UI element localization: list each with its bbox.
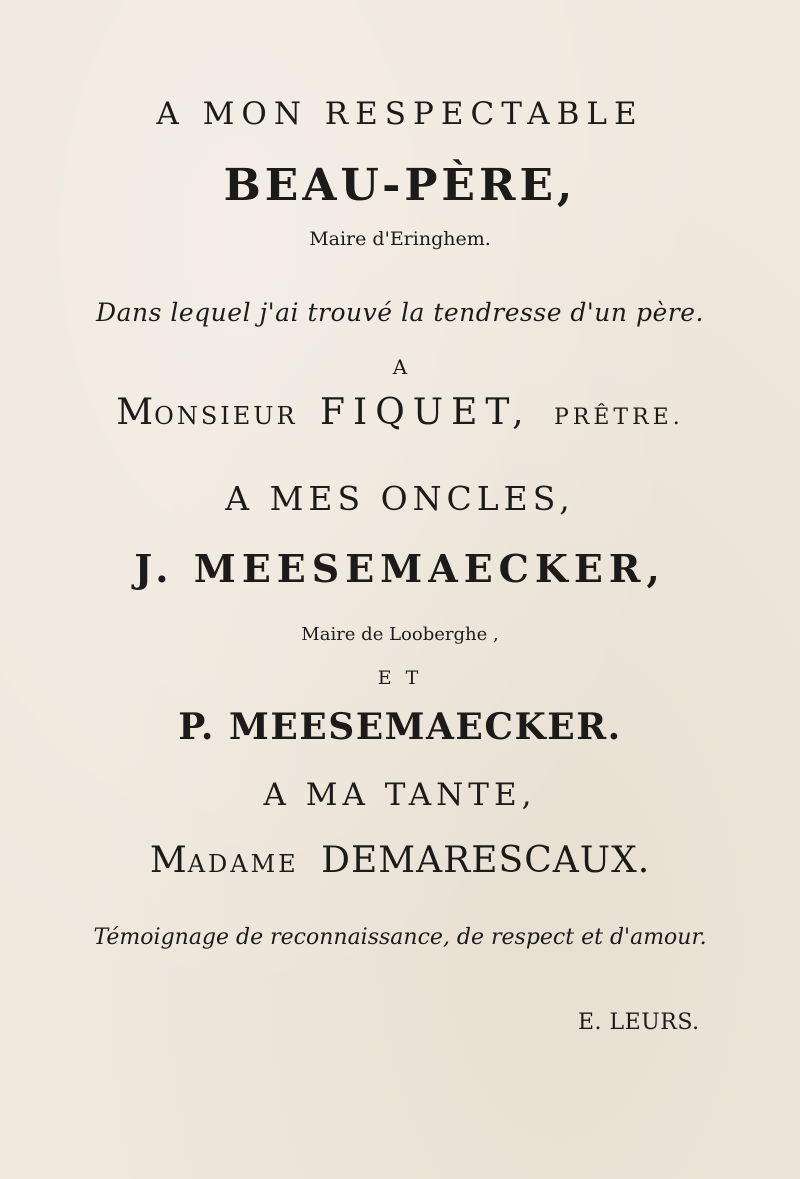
demarescaux-name: DEMARESCAUX. bbox=[321, 840, 651, 881]
dedication-heading-respectable: A MON RESPECTABLE bbox=[156, 96, 644, 132]
dedication-a-ma-tante: A MA TANTE, bbox=[263, 777, 537, 813]
dedication-j-meesemaecker: J. MEESEMAECKER, bbox=[134, 546, 666, 591]
dedication-maire-eringhem: Maire d'Eringhem. bbox=[309, 228, 491, 250]
dedication-temoignage: Témoignage de reconnaissance, de respect et d'amour. bbox=[93, 925, 707, 950]
madame-rest: ADAME bbox=[187, 850, 299, 878]
madame-initial: M bbox=[149, 840, 188, 881]
dedication-maire-looberghe: Maire de Looberghe , bbox=[301, 624, 499, 645]
dedication-madame-demarescaux bbox=[0, 840, 800, 881]
dedication-a-1: A bbox=[392, 355, 408, 379]
monsieur-initial: M bbox=[116, 392, 155, 433]
dedication-a-mes-oncles: A MES ONCLES, bbox=[225, 479, 575, 518]
monsieur-rest: ONSIEUR bbox=[154, 402, 298, 430]
dedication-monsieur-fiquet bbox=[0, 392, 800, 433]
signature: E. LEURS. bbox=[578, 1010, 700, 1035]
dedication-p-meesemaecker: P. MEESEMAECKER. bbox=[178, 706, 622, 748]
pretre-title: PRÊTRE. bbox=[553, 405, 684, 430]
fiquet-name: FIQUET, bbox=[320, 392, 532, 433]
dedication-et: E T bbox=[377, 667, 423, 689]
dedication-tendresse-phrase: Dans lequel j'ai trouvé la tendresse d'un père. bbox=[96, 298, 704, 327]
dedication-beau-pere: BEAU-PÈRE, bbox=[223, 160, 577, 211]
